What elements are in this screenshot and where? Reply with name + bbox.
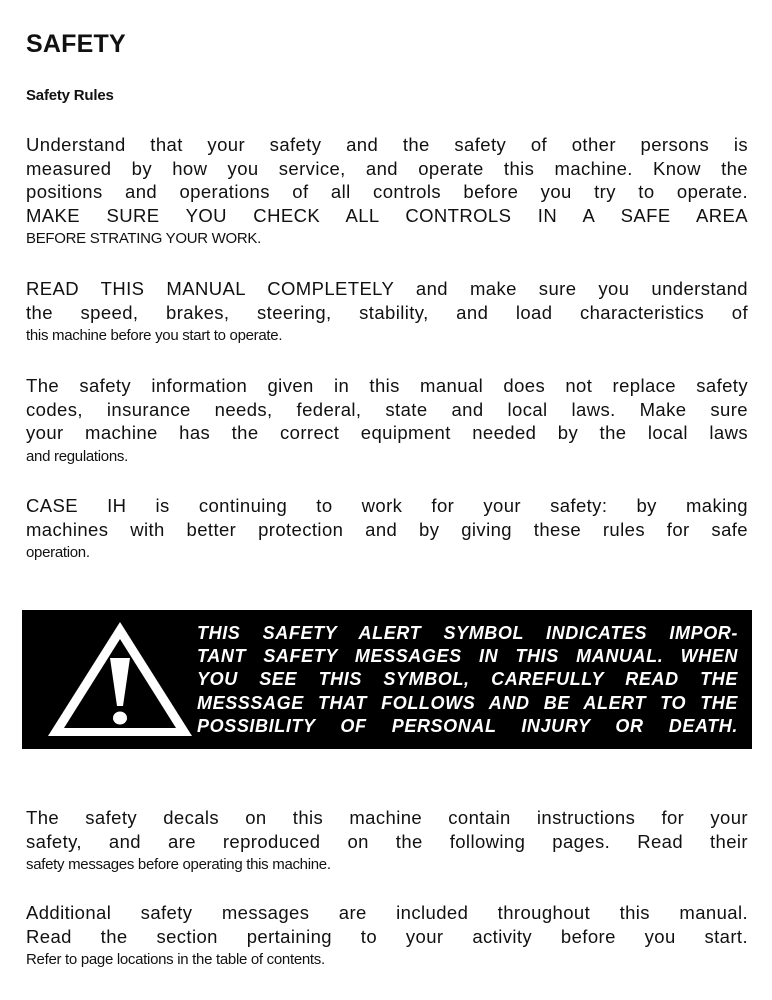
paragraph-line: READ THIS MANUAL COMPLETELY and make sure you understand xyxy=(26,278,748,299)
paragraph-line: Read the section pertaining to your activity before you start. xyxy=(26,925,748,947)
warning-triangle-icon xyxy=(44,618,196,740)
paragraph-line: MAKE SURE YOU CHECK ALL CONTROLS IN A SAFE AREA xyxy=(26,204,748,226)
section-subtitle: Safety Rules xyxy=(26,87,114,104)
paragraph-read-manual xyxy=(26,277,748,348)
safety-alert-message xyxy=(197,622,738,738)
paragraph-line: positions and operations of all controls before you try to operate. xyxy=(26,181,748,202)
paragraph-safety-intro xyxy=(26,133,748,251)
safety-alert-box xyxy=(22,610,752,749)
page-title: SAFETY xyxy=(26,30,126,58)
paragraph-line: safety, and are reproduced on the following pages. Read their xyxy=(26,830,748,852)
alert-line: POSSIBILITY OF PERSONAL INJURY OR DEATH. xyxy=(197,715,738,736)
alert-line: YOU SEE THIS SYMBOL, CAREFULLY READ THE xyxy=(197,669,738,690)
paragraph-line: Understand that your safety and the safety of other persons is xyxy=(26,134,748,155)
paragraph-line: codes, insurance needs, federal, state and local laws. Make sure xyxy=(26,398,748,420)
paragraph-line: measured by how you service, and operate this machine. Know the xyxy=(26,157,748,179)
paragraph-line: safety messages before operating this machine. xyxy=(26,856,331,873)
paragraph-additional-messages xyxy=(26,901,748,972)
alert-line: TANT SAFETY MESSAGES IN THIS MANUAL. WHEN xyxy=(197,646,738,667)
paragraph-line: and regulations. xyxy=(26,447,128,465)
paragraph-line: Refer to page locations in the table of contents. xyxy=(26,951,325,968)
alert-line: MESSSAGE THAT FOLLOWS AND BE ALERT TO THE xyxy=(197,692,738,713)
paragraph-case-ih xyxy=(26,494,748,565)
paragraph-line: machines with better protection and by giving these rules for safe xyxy=(26,518,748,540)
paragraph-line: The safety decals on this machine contain instructions for your xyxy=(26,807,748,828)
paragraph-line: CASE IH is continuing to work for your safety: by making xyxy=(26,495,748,516)
paragraph-line: your machine has the correct equipment needed by the local laws xyxy=(26,422,748,443)
paragraph-line: The safety information given in this manual does not replace safety xyxy=(26,375,748,396)
paragraph-safety-decals xyxy=(26,806,748,877)
alert-line: THIS SAFETY ALERT SYMBOL INDICATES IMPOR- xyxy=(197,623,738,643)
paragraph-line: the speed, brakes, steering, stability, and load characteristics of xyxy=(26,301,748,323)
paragraph-line: this machine before you start to operate. xyxy=(26,327,283,344)
paragraph-line: operation. xyxy=(26,544,90,561)
paragraph-line: Additional safety messages are included throughout this manual. xyxy=(26,902,748,923)
paragraph-safety-information xyxy=(26,374,748,468)
paragraph-line: BEFORE STRATING YOUR WORK. xyxy=(26,230,261,247)
